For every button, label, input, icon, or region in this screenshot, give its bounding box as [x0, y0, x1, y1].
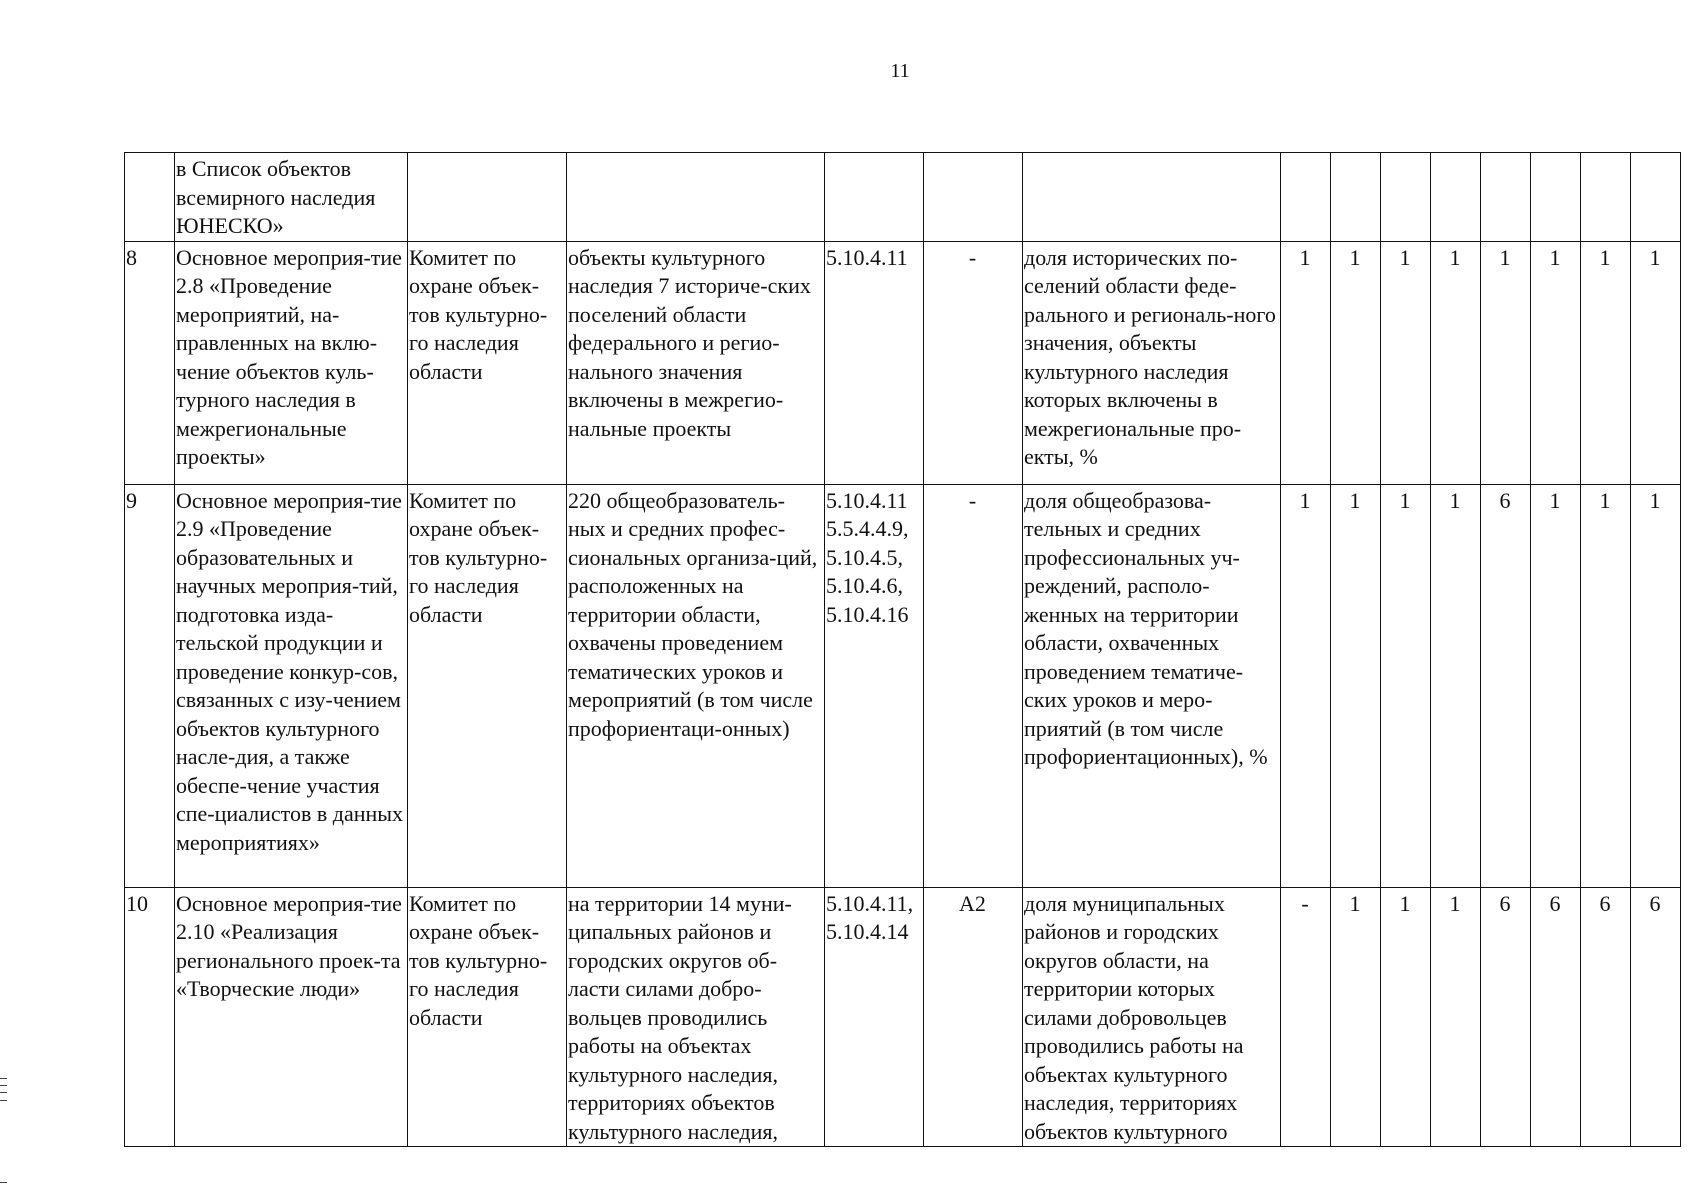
value-cell: 1 [1531, 241, 1581, 484]
value-cell: 1 [1331, 484, 1381, 887]
value-cell: 6 [1481, 887, 1531, 1147]
value-cell: 1 [1281, 241, 1331, 484]
indicator-cell: доля общеобразова-тельных и средних профессиональных уч-реждений, располо-женных на территории области, охваченных проведением тематиче-ских уроков и меро-приятий (в том числе профориентационных), % [1023, 484, 1281, 887]
table-row-8 [125, 241, 1681, 484]
program-activities-table [124, 152, 1681, 1147]
value-cell: 1 [1381, 241, 1431, 484]
value-cell: 1 [1281, 484, 1331, 887]
value-cell [1531, 153, 1581, 242]
project-code-cell: А2 [924, 887, 1023, 1147]
value-cell: 1 [1581, 484, 1631, 887]
project-code-cell: - [924, 484, 1023, 887]
value-cell: 6 [1631, 887, 1681, 1147]
table-row-continuation [125, 153, 1681, 242]
project-code-cell: - [924, 241, 1023, 484]
table-row-9 [125, 484, 1681, 887]
project-code-cell [924, 153, 1023, 242]
task-codes-cell: 5.10.4.11 5.5.4.4.9, 5.10.4.5, 5.10.4.6, 5.10.4.16 [825, 484, 924, 887]
scan-margin-mark [0, 1085, 7, 1086]
value-cell: - [1281, 887, 1331, 1147]
indicator-cell [1023, 153, 1281, 242]
event-cell: Основное мероприя-тие 2.9 «Проведение образовательных и научных мероприя-тий, подготовка изда-тельской продукции и проведение конкур-сов, связанных с изу-чением объектов культурного насле-дия, а также обеспе-чение участия спе-циалистов в данных мероприятиях» [175, 484, 408, 887]
value-cell: 1 [1331, 887, 1381, 1147]
row-number: 9 [125, 484, 175, 887]
scan-margin-mark [0, 1078, 7, 1079]
value-cell: 1 [1431, 484, 1481, 887]
result-cell: на территории 14 муни-ципальных районов и городских округов об-ласти силами добро-вольцев проводились работы на объектах культурного наследия, территориях объектов культурного наследия, [567, 887, 825, 1147]
event-cell: Основное мероприя-тие 2.10 «Реализация регионального проек-та «Творческие люди» [175, 887, 408, 1147]
value-cell: 6 [1481, 484, 1531, 887]
task-codes-cell [825, 153, 924, 242]
task-codes-cell: 5.10.4.11 [825, 241, 924, 484]
value-cell [1431, 153, 1481, 242]
value-cell: 1 [1431, 241, 1481, 484]
row-number: 10 [125, 887, 175, 1147]
executor-cell: Комитет по охране объек-тов культурно-го наследия области [408, 484, 567, 887]
table-row-10 [125, 887, 1681, 1147]
value-cell: 1 [1581, 241, 1631, 484]
row-number: 8 [125, 241, 175, 484]
value-cell [1481, 153, 1531, 242]
value-cell [1581, 153, 1631, 242]
value-cell: 1 [1381, 484, 1431, 887]
value-cell: 6 [1581, 887, 1631, 1147]
result-cell: 220 общеобразователь-ных и средних профес-сиональных организа-ций, расположенных на территории области, охвачены проведением тематических уроков и мероприятий (в том числе профориентаци-онных) [567, 484, 825, 887]
executor-cell [408, 153, 567, 242]
page-number: 11 [890, 60, 910, 82]
value-cell: 6 [1531, 887, 1581, 1147]
value-cell: 1 [1431, 887, 1481, 1147]
value-cell [1631, 153, 1681, 242]
value-cell: 1 [1381, 887, 1431, 1147]
value-cell: 1 [1631, 484, 1681, 887]
value-cell: 1 [1331, 241, 1381, 484]
executor-cell: Комитет по охране объек-тов культурно-го наследия области [408, 887, 567, 1147]
event-cell: в Список объектов всемирного наследия ЮНЕСКО» [175, 153, 408, 242]
task-codes-cell: 5.10.4.11, 5.10.4.14 [825, 887, 924, 1147]
scan-margin-mark [0, 1100, 7, 1101]
event-cell: Основное мероприя-тие 2.8 «Проведение мероприятий, на-правленных на вклю-чение объектов куль-турного наследия в межрегиональные проекты» [175, 241, 408, 484]
value-cell [1381, 153, 1431, 242]
value-cell [1281, 153, 1331, 242]
scan-margin-mark [0, 1092, 7, 1093]
indicator-cell: доля исторических по-селений области феде-рального и региональ-ного значения, объекты культурного наследия которых включены в межрегиональные про-екты, % [1023, 241, 1281, 484]
row-number [125, 153, 175, 242]
value-cell: 1 [1531, 484, 1581, 887]
executor-cell: Комитет по охране объек-тов культурно-го наследия области [408, 241, 567, 484]
result-cell [567, 153, 825, 242]
indicator-cell: доля муниципальных районов и городских округов области, на территории которых силами добровольцев проводились работы на объектах культурного наследия, территориях объектов культурного [1023, 887, 1281, 1147]
result-cell: объекты культурного наследия 7 историче-ских поселений области федерального и регио-нального значения включены в межрегио-нальные проекты [567, 241, 825, 484]
value-cell: 1 [1481, 241, 1531, 484]
value-cell: 1 [1631, 241, 1681, 484]
value-cell [1331, 153, 1381, 242]
scan-margin-mark [0, 1182, 7, 1183]
